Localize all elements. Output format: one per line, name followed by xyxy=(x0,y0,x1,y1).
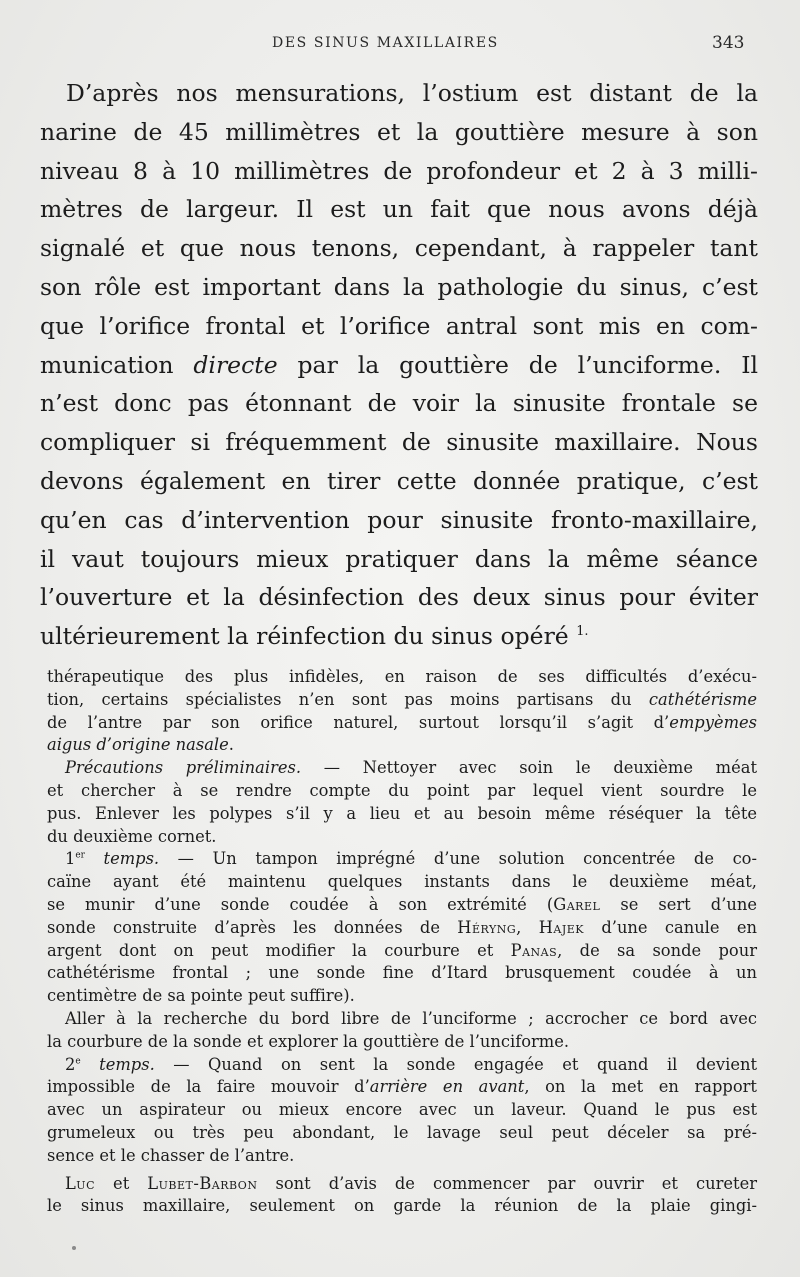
running-title: DES SINUS MAXILLAIRES xyxy=(272,35,499,51)
text-run: de l’antre par son orifice naturel, surtout lorsqu’il s’agit d’ xyxy=(47,712,670,732)
author-name: Lubet-Barbon xyxy=(147,1173,258,1193)
footnote-marker: 1. xyxy=(576,624,589,640)
text-line: pus. Enlever les polypes s’il y a lieu et au besoin même réséquer la tête xyxy=(47,803,757,823)
text-line: qu’en cas d’intervention pour sinusite fronto-maxillaire, xyxy=(40,505,758,534)
text-line: la courbure de la sonde et explorer la gouttière de l’unciforme. xyxy=(47,1031,570,1051)
text-line xyxy=(47,689,757,712)
section-title: temps. xyxy=(103,849,160,869)
text-line xyxy=(47,894,757,917)
author-name: Panas xyxy=(510,940,558,960)
text-line xyxy=(47,940,757,963)
text-line xyxy=(47,1173,757,1196)
text-line xyxy=(40,346,758,385)
text-line: signalé et que nous tenons, cependant, à rappeler tant xyxy=(40,234,758,263)
step-number: 2 xyxy=(65,1054,76,1074)
text-run: . xyxy=(228,735,234,755)
procedure-text xyxy=(47,666,757,1218)
text-line: D’après nos mensurations, l’ostium est distant de la xyxy=(66,79,758,107)
text-line xyxy=(47,848,757,871)
text-run: , on la met en rapport xyxy=(524,1077,757,1097)
section-title: temps. xyxy=(99,1054,155,1074)
text-run: se munir d’une sonde coudée à son extrémité ( xyxy=(47,894,554,914)
text-line: devons également en tirer cette donnée pratique, c’est xyxy=(40,466,758,495)
text-line: le sinus maxillaire, seulement on garde la réunion de la plaie gingi- xyxy=(47,1196,757,1216)
text-line: thérapeutique des plus infidèles, en raison de ses difficultés d’exécu- xyxy=(47,667,757,686)
text-line: son rôle est important dans la pathologie du sinus, c’est xyxy=(40,272,758,301)
italic-term: cathétérisme xyxy=(648,689,757,709)
author-name: Héryng xyxy=(457,917,517,937)
text-line: caïne ayant été maintenu quelques instants dans le deuxième méat, xyxy=(47,872,757,892)
text-run: tion, certains spécialistes n’en sont pas moins partisans du xyxy=(47,689,632,709)
text-line: niveau 8 à 10 millimètres de profondeur et 2 à 3 milli- xyxy=(40,156,758,185)
text-run: impossible de la faire mouvoir d’ xyxy=(47,1077,370,1097)
author-name: Luc xyxy=(65,1173,95,1193)
text-line xyxy=(47,712,757,735)
text-run: argent dont on peut modifier la courbure et xyxy=(47,940,511,960)
author-name: Hajek xyxy=(538,917,584,937)
section-title: Précautions préliminaires. xyxy=(65,758,302,778)
text-run: — Nettoyer avec soin le deuxième méat xyxy=(301,758,757,778)
text-run: , xyxy=(516,917,539,937)
step-ordinal: e xyxy=(75,1056,81,1067)
page-header xyxy=(0,33,800,57)
italic-term: aigus d’origine nasale xyxy=(47,735,229,755)
step-number: 1 xyxy=(65,849,76,869)
text-line xyxy=(47,917,757,940)
text-line xyxy=(47,1054,757,1077)
text-run: d’une canule en xyxy=(584,917,757,937)
author-name: Garel xyxy=(553,894,601,914)
print-speck xyxy=(72,1246,76,1250)
text-line: l’ouverture et la désinfection des deux sinus pour éviter xyxy=(40,583,758,612)
text-run: par la gouttière de l’unciforme. Il xyxy=(297,350,758,379)
text-line xyxy=(47,1076,757,1099)
text-run: et xyxy=(95,1173,148,1193)
text-line: mètres de largeur. Il est un fait que nous avons déjà xyxy=(40,195,758,224)
italic-term: directe xyxy=(193,350,278,379)
text-line: centimètre de sa pointe peut suffire). xyxy=(47,986,355,1006)
text-line: du deuxième cornet. xyxy=(47,826,217,846)
text-line: cathétérisme frontal ; une sonde fine d’Itard brusquement coudée à un xyxy=(47,963,757,983)
text-line: il vaut toujours mieux pratiquer dans la même séance xyxy=(40,544,758,573)
text-run: , de sa sonde pour xyxy=(557,940,757,960)
italic-term: arrière en avant xyxy=(369,1077,525,1097)
main-paragraph xyxy=(40,74,758,656)
text-line: que l’orifice frontal et l’orifice antral sont mis en com- xyxy=(40,311,758,340)
step-ordinal: er xyxy=(75,850,85,861)
text-line: Aller à la recherche du bord libre de l’unciforme ; accrocher ce bord avec xyxy=(65,1008,757,1028)
text-run: — Un tampon imprégné d’une solution concentrée de co- xyxy=(159,849,757,869)
text-run: sonde construite d’après les données de xyxy=(47,917,458,937)
text-run: — Quand on sent la sonde engagée et quand il devient xyxy=(154,1054,757,1074)
text-line: avec un aspirateur ou mieux encore avec un laveur. Quand le pus est xyxy=(47,1100,757,1120)
text-line: narine de 45 millimètres et la gouttière mesure à son xyxy=(40,117,758,146)
text-line xyxy=(47,734,757,757)
text-line: n’est donc pas étonnant de voir la sinusite frontale se xyxy=(40,389,758,418)
text-line: compliquer si fréquemment de sinusite maxillaire. Nous xyxy=(40,428,758,457)
text-line: grumeleux ou très peu abondant, le lavage seul peut déceler sa pré- xyxy=(47,1122,757,1142)
text-run: se sert d’une xyxy=(600,894,757,914)
text-run: sont d’avis de commencer par ouvrir et cureter xyxy=(257,1173,758,1193)
text-line: sence et le chasser de l’antre. xyxy=(47,1145,295,1165)
text-run: munication xyxy=(40,350,174,379)
italic-term: empyèmes xyxy=(669,712,757,732)
text-line: et chercher à se rendre compte du point par lequel vient sourdre le xyxy=(47,780,757,800)
text-line xyxy=(47,757,757,780)
text-run: ultérieurement la réinfection du sinus opéré xyxy=(40,622,569,651)
page-number: 343 xyxy=(712,33,745,53)
text-line xyxy=(40,617,758,656)
